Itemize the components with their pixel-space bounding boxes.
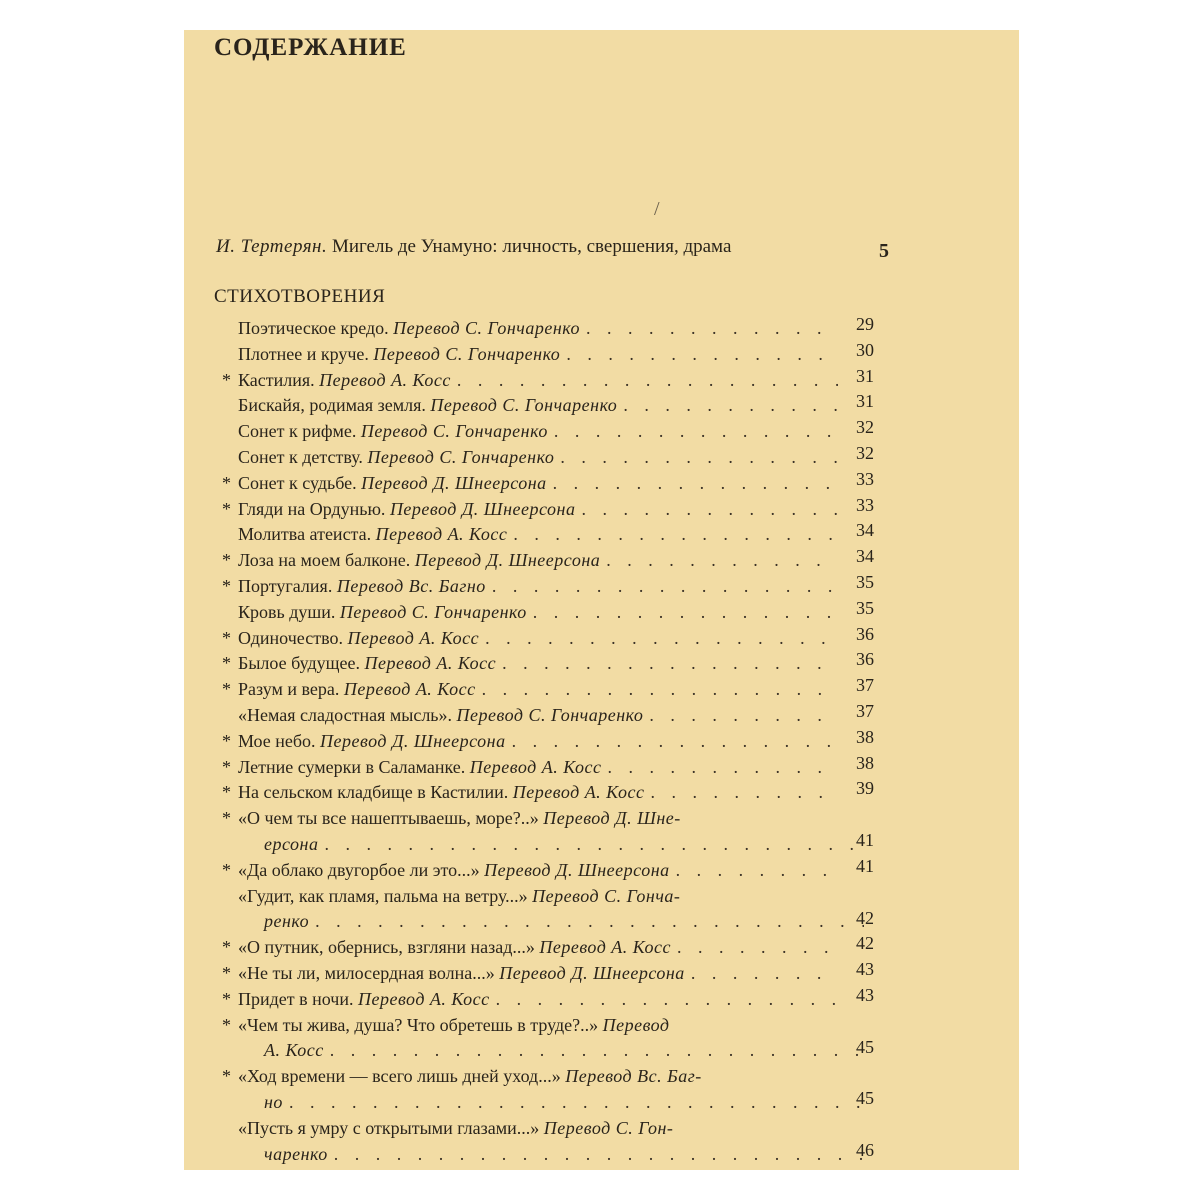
entry-translator: Перевод Д. Шнеерсона bbox=[389, 498, 576, 519]
toc-entry-line bbox=[238, 884, 838, 910]
toc-entry-text bbox=[238, 1116, 673, 1142]
page-number: 31 bbox=[856, 365, 874, 386]
toc-entry-text bbox=[238, 548, 600, 574]
dot-leader bbox=[581, 497, 838, 523]
entry-title: Кровь души. bbox=[238, 601, 336, 622]
asterisk-mark: * bbox=[222, 1014, 231, 1035]
dot-leader bbox=[512, 729, 838, 755]
toc-entry bbox=[238, 339, 898, 368]
page-number: 42 bbox=[856, 933, 874, 954]
entry-title: Сонет к детству. bbox=[238, 446, 363, 467]
page-number: 38 bbox=[856, 752, 874, 773]
toc-entry-line bbox=[238, 677, 838, 703]
dot-leader bbox=[485, 626, 838, 652]
page-number: 36 bbox=[856, 623, 874, 644]
toc-entry-text bbox=[238, 935, 671, 961]
asterisk-mark: * bbox=[222, 627, 231, 648]
entry-translator-cont: но bbox=[264, 1091, 283, 1112]
pencil-mark: / bbox=[654, 198, 660, 220]
dot-leader bbox=[554, 419, 838, 445]
entry-translator: Перевод А. Косс bbox=[539, 937, 672, 958]
entry-translator: Перевод А. Косс bbox=[364, 653, 497, 674]
toc-entry bbox=[238, 393, 898, 419]
toc-entry-line bbox=[238, 729, 838, 755]
toc-entry-line bbox=[238, 780, 838, 806]
toc-entry-line bbox=[238, 600, 838, 626]
page-number: 45 bbox=[856, 1036, 874, 1057]
dot-leader bbox=[586, 316, 838, 342]
entry-translator: Перевод А. Косс bbox=[347, 627, 480, 648]
page-number: 36 bbox=[856, 649, 874, 670]
toc-entry-text bbox=[238, 677, 476, 703]
entry-translator-cont: чаренко bbox=[264, 1143, 328, 1164]
entry-translator: Перевод С. Гончаренко bbox=[367, 446, 555, 467]
intro-page-number: 5 bbox=[879, 240, 889, 262]
toc-entry-line bbox=[238, 806, 838, 832]
asterisk-mark: * bbox=[222, 937, 231, 958]
toc-entry-line bbox=[238, 703, 838, 729]
entry-title: Сонет к рифме. bbox=[238, 421, 357, 442]
entry-translator: Перевод А. Косс bbox=[358, 988, 490, 1009]
dot-leader bbox=[623, 393, 838, 419]
entry-translator: Перевод Вс. Багно bbox=[336, 575, 486, 596]
entry-translator: Перевод А. Косс bbox=[319, 369, 451, 390]
page-number: 34 bbox=[856, 520, 874, 541]
dot-leader bbox=[676, 858, 838, 884]
asterisk-mark: * bbox=[222, 369, 231, 390]
toc-entry bbox=[238, 419, 898, 445]
toc-entry-line bbox=[238, 626, 838, 652]
dot-leader bbox=[560, 445, 838, 471]
toc-entry bbox=[222, 675, 898, 703]
toc-entry-line bbox=[238, 497, 838, 523]
dot-leader bbox=[607, 755, 838, 781]
page-number: 31 bbox=[856, 391, 874, 412]
entry-translator: Перевод Д. Шнеерсона bbox=[414, 550, 601, 571]
dot-leader bbox=[496, 987, 838, 1013]
asterisk-mark: * bbox=[222, 1066, 231, 1087]
asterisk-mark: * bbox=[222, 962, 231, 983]
toc-entry-line bbox=[238, 419, 838, 445]
toc-entry-line bbox=[238, 1013, 838, 1039]
book-page bbox=[184, 30, 1019, 1170]
toc-entry-line bbox=[238, 471, 838, 497]
dot-leader bbox=[533, 600, 838, 626]
page-number: 46 bbox=[856, 1139, 874, 1160]
toc-entry bbox=[222, 1013, 898, 1065]
entry-title: Поэтическое кредо. bbox=[238, 318, 389, 338]
toc-entry bbox=[222, 958, 898, 987]
dot-leader bbox=[502, 651, 838, 677]
toc-entry bbox=[222, 571, 898, 600]
toc-entry-text bbox=[238, 574, 486, 600]
entry-title: «Чем ты жива, душа? Что обретешь в труде?..» bbox=[238, 1014, 599, 1035]
entry-translator-cont: ерсона bbox=[264, 833, 319, 854]
dot-leader bbox=[677, 935, 838, 961]
intro-title: Мигель де Унамуно: личность, свершения, драма bbox=[331, 236, 732, 257]
toc-entry-text bbox=[238, 626, 479, 652]
page-number: 43 bbox=[856, 958, 874, 979]
entry-translator-cont: ренко bbox=[264, 911, 310, 932]
dot-leader bbox=[482, 677, 838, 703]
toc-entry-line bbox=[238, 393, 838, 419]
entry-title: Гляди на Ордунью. bbox=[238, 498, 386, 519]
toc-entry bbox=[222, 778, 898, 806]
toc-entry bbox=[222, 984, 898, 1013]
toc-entry-text bbox=[238, 368, 451, 394]
toc-entry-text bbox=[238, 703, 643, 729]
dot-leader bbox=[691, 961, 838, 987]
toc-entry-line bbox=[238, 548, 838, 574]
toc-entry-text bbox=[238, 961, 685, 987]
entry-translator: Перевод С. Гончаренко bbox=[360, 421, 548, 442]
asterisk-mark: * bbox=[222, 808, 231, 829]
toc-entry-line bbox=[238, 961, 838, 987]
toc-entry-text bbox=[238, 419, 548, 445]
toc-entry-line bbox=[238, 1064, 838, 1090]
toc-entry-text bbox=[238, 987, 490, 1013]
toc-entry-line bbox=[238, 935, 838, 961]
page-number: 43 bbox=[856, 984, 874, 1005]
page-number: 45 bbox=[856, 1088, 874, 1109]
toc-entry-text bbox=[238, 729, 506, 755]
page-number: 32 bbox=[856, 417, 874, 438]
section-heading: СТИХОТВОРЕНИЯ bbox=[214, 286, 386, 307]
entry-title: «О чем ты все нашептываешь, море?..» bbox=[238, 808, 539, 829]
toc-entry-text bbox=[238, 497, 575, 523]
page-heading: СОДЕРЖАНИЕ bbox=[214, 34, 407, 61]
entry-title: Лоза на моем балконе. bbox=[238, 550, 411, 571]
toc-entry-line bbox=[238, 1142, 864, 1168]
entry-translator: Перевод С. Гончаренко bbox=[339, 601, 527, 622]
entry-translator: Перевод bbox=[602, 1014, 670, 1035]
page-number: 37 bbox=[856, 675, 874, 696]
toc-entry-line bbox=[238, 1038, 864, 1064]
toc-entry-line bbox=[238, 342, 838, 368]
page-number: 38 bbox=[856, 726, 874, 747]
entry-title: «О путник, обернись, взгляни назад...» bbox=[238, 937, 535, 958]
page-number: 39 bbox=[856, 778, 874, 799]
toc-entry bbox=[238, 1116, 898, 1168]
dot-leader bbox=[324, 832, 864, 858]
entry-translator: Перевод С. Гончаренко bbox=[373, 343, 561, 364]
toc-entry-text bbox=[238, 522, 507, 548]
toc-entry-line bbox=[238, 522, 838, 548]
toc-entry bbox=[238, 442, 898, 471]
toc-entry-line bbox=[238, 909, 864, 935]
dot-leader bbox=[650, 780, 838, 806]
toc-entry-text bbox=[238, 316, 580, 342]
entry-title: Плотнее и круче. bbox=[238, 343, 369, 364]
dot-leader bbox=[606, 548, 838, 574]
page-number: 29 bbox=[856, 314, 874, 334]
entry-title: Былое будущее. bbox=[238, 653, 360, 674]
asterisk-mark: * bbox=[222, 653, 231, 674]
entry-translator: Перевод А. Косс bbox=[469, 756, 602, 777]
toc-entry-text bbox=[238, 393, 617, 419]
toc-entry-text bbox=[238, 858, 670, 884]
toc-entry bbox=[238, 700, 898, 729]
asterisk-mark: * bbox=[222, 730, 231, 751]
page-number: 34 bbox=[856, 546, 874, 567]
toc-entry-line bbox=[238, 987, 838, 1013]
page-number: 37 bbox=[856, 700, 874, 721]
entry-title: Летние сумерки в Саламанке. bbox=[238, 756, 466, 777]
toc-entry-line bbox=[238, 651, 838, 677]
entry-translator: Перевод А. Косс bbox=[343, 679, 476, 700]
entry-translator: Перевод С. Гончаренко bbox=[393, 318, 581, 338]
toc-entry-text bbox=[238, 342, 560, 368]
page-number: 35 bbox=[856, 571, 874, 592]
entry-title: Мое небо. bbox=[238, 730, 316, 751]
entry-translator: Перевод Д. Шнеерсона bbox=[499, 962, 685, 983]
toc-entry bbox=[238, 316, 898, 342]
dot-leader bbox=[649, 703, 838, 729]
dot-leader bbox=[289, 1090, 864, 1116]
entry-title: Сонет к судьбе. bbox=[238, 472, 357, 493]
toc-entry bbox=[222, 468, 898, 497]
entry-translator: Перевод Д. Шнеерсона bbox=[320, 730, 506, 751]
dot-leader bbox=[492, 574, 838, 600]
entry-title: «Не ты ли, милосердная волна...» bbox=[238, 962, 495, 983]
entry-title: Португалия. bbox=[238, 575, 333, 596]
asterisk-mark: * bbox=[222, 782, 231, 803]
toc-entry-text bbox=[238, 471, 547, 497]
toc-entry-line bbox=[238, 316, 838, 342]
entry-translator: Перевод Д. Шнеерсона bbox=[361, 472, 547, 493]
toc-entry-line bbox=[238, 574, 838, 600]
entry-title: «Гудит, как пламя, пальма на ветру...» bbox=[238, 885, 528, 906]
toc-entry bbox=[222, 1064, 898, 1116]
toc-entry-line bbox=[238, 832, 864, 858]
page-number: 32 bbox=[856, 442, 874, 463]
entry-title: Разум и вера. bbox=[238, 679, 340, 700]
toc-entry bbox=[238, 884, 898, 936]
toc-entry bbox=[222, 494, 898, 523]
intro-entry bbox=[216, 236, 856, 258]
toc-entry-line bbox=[238, 368, 838, 394]
toc-entry-line bbox=[238, 1116, 838, 1142]
entry-translator: Перевод А. Косс bbox=[375, 524, 508, 545]
entry-title: «Пусть я умру с открытыми глазами...» bbox=[238, 1117, 540, 1138]
toc-entry bbox=[238, 597, 898, 626]
toc-list bbox=[222, 314, 898, 1167]
toc-entry bbox=[222, 752, 898, 781]
toc-entry-line bbox=[238, 755, 838, 781]
toc-entry-text bbox=[238, 651, 496, 677]
dot-leader bbox=[334, 1142, 864, 1168]
toc-entry bbox=[222, 649, 898, 677]
toc-entry bbox=[222, 933, 898, 961]
entry-translator: Перевод С. Гончаренко bbox=[456, 704, 644, 725]
intro-author: И. Тертерян. bbox=[216, 236, 328, 257]
asterisk-mark: * bbox=[222, 679, 231, 700]
toc-entry-line bbox=[238, 445, 838, 471]
entry-title: Придет в ночи. bbox=[238, 988, 354, 1009]
asterisk-mark: * bbox=[222, 988, 231, 1009]
entry-title: Кастилия. bbox=[238, 369, 315, 390]
dot-leader bbox=[566, 342, 838, 368]
toc-entry bbox=[222, 806, 898, 858]
entry-translator: Перевод А. Косс bbox=[512, 782, 645, 803]
dot-leader bbox=[330, 1038, 864, 1064]
toc-entry bbox=[222, 855, 898, 884]
dot-leader bbox=[553, 471, 838, 497]
asterisk-mark: * bbox=[222, 756, 231, 777]
entry-translator: Перевод С. Гончаренко bbox=[430, 395, 618, 416]
asterisk-mark: * bbox=[222, 575, 231, 596]
asterisk-mark: * bbox=[222, 550, 231, 571]
dot-leader bbox=[513, 522, 838, 548]
page-number: 33 bbox=[856, 468, 874, 489]
entry-translator: Перевод Вс. Баг- bbox=[565, 1066, 702, 1087]
entry-title: «Немая сладостная мысль». bbox=[238, 704, 453, 725]
dot-leader bbox=[315, 909, 864, 935]
entry-translator: Перевод С. Гонча- bbox=[532, 885, 681, 906]
toc-entry-text bbox=[238, 806, 681, 832]
toc-entry bbox=[222, 365, 898, 394]
toc-entry-text bbox=[238, 1013, 670, 1039]
entry-translator: Перевод Д. Шнеерсона bbox=[484, 859, 670, 880]
toc-entry bbox=[222, 623, 898, 652]
entry-title: Одиночество. bbox=[238, 627, 343, 648]
page-number: 30 bbox=[856, 339, 874, 360]
entry-translator: Перевод С. Гон- bbox=[543, 1117, 674, 1138]
toc-entry-line bbox=[238, 858, 838, 884]
page-number: 35 bbox=[856, 597, 874, 618]
page-number: 41 bbox=[856, 830, 874, 851]
page-number: 42 bbox=[856, 907, 874, 928]
entry-title: «Ход времени — всего лишь дней уход...» bbox=[238, 1066, 561, 1087]
asterisk-mark: * bbox=[222, 472, 231, 493]
toc-entry bbox=[222, 546, 898, 574]
asterisk-mark: * bbox=[222, 859, 231, 880]
toc-entry bbox=[222, 726, 898, 755]
entry-translator-cont: А. Косс bbox=[264, 1040, 324, 1061]
toc-entry-line bbox=[238, 1090, 864, 1116]
entry-title: На сельском кладбище в Кастилии. bbox=[238, 782, 509, 803]
toc-entry-text bbox=[238, 780, 644, 806]
entry-translator: Перевод Д. Шне- bbox=[543, 808, 681, 829]
entry-title: Бискайя, родимая земля. bbox=[238, 395, 426, 416]
toc-entry-text bbox=[238, 1064, 702, 1090]
toc-entry-text bbox=[238, 755, 601, 781]
toc-entry bbox=[238, 522, 898, 548]
asterisk-mark: * bbox=[222, 498, 231, 519]
page-number: 41 bbox=[856, 855, 874, 876]
toc-entry-text bbox=[238, 445, 554, 471]
entry-title: Молитва атеиста. bbox=[238, 524, 372, 545]
toc-entry-text bbox=[238, 884, 680, 910]
page-number: 33 bbox=[856, 494, 874, 515]
entry-title: «Да облако двугорбое ли это...» bbox=[238, 859, 480, 880]
dot-leader bbox=[457, 368, 838, 394]
toc-entry-text bbox=[238, 600, 527, 626]
